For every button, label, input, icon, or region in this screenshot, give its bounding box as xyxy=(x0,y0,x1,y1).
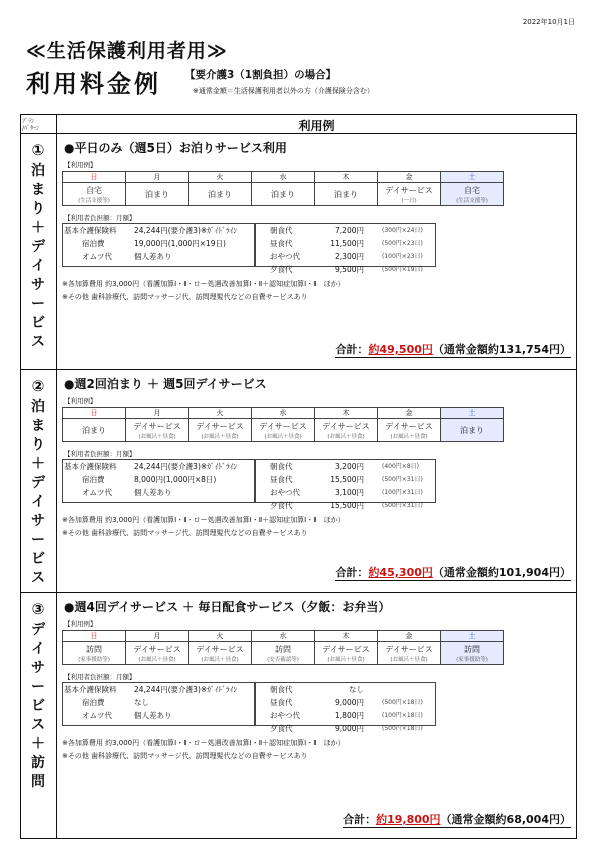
plan-side-char: り xyxy=(31,437,45,453)
schedule-activity: 訪問 xyxy=(86,644,102,654)
weekday-header: 日 xyxy=(63,631,126,642)
meal-name: おやつ代 xyxy=(270,252,300,261)
schedule-activity-note: (お風呂＋昼食) xyxy=(201,433,239,440)
usage-example-label: 【利用例】 xyxy=(64,620,97,628)
schedule-activity-note: (家事援助等) xyxy=(456,656,488,663)
plan-side-char: ま xyxy=(31,182,45,198)
schedule-activity: 訪問 xyxy=(464,644,480,654)
schedule-cell xyxy=(126,642,189,665)
plan-side-label xyxy=(22,600,54,792)
schedule-activity-note: (一日) xyxy=(401,197,417,204)
document-title: ≪生活保護利用者用≫ xyxy=(26,40,228,62)
plan-side-char: イ xyxy=(31,258,45,274)
cost-item-name: オムツ代 xyxy=(82,488,112,497)
schedule-activity: 泊まり xyxy=(82,425,106,435)
plan-side-char: 問 xyxy=(31,774,45,790)
cost-block-label: 【利用者負担額：月額】 xyxy=(64,214,136,222)
schedule-activity-note: (お風呂＋昼食) xyxy=(201,656,239,663)
plan-side-char: デ xyxy=(31,622,45,638)
cost-item-name: オムツ代 xyxy=(82,252,112,261)
plan-pattern-corner-label: ﾌﾟﾗﾝ /ﾊﾟﾀｰﾝ xyxy=(22,118,40,132)
plan-number: ③ xyxy=(31,600,45,618)
weekday-header: 木 xyxy=(315,172,378,183)
schedule-cell xyxy=(441,642,504,665)
meal-name: 夕食代 xyxy=(270,724,293,733)
plan-heading: ●平日のみ（週5日）お泊りサービス利用 xyxy=(64,141,287,155)
plan-side-char: ビ xyxy=(31,315,45,331)
plan-side-char: ス xyxy=(31,334,45,350)
schedule-activity-note: (生活支援等) xyxy=(78,197,110,204)
plan-side-char: ＋ xyxy=(31,456,45,472)
weekday-header: 日 xyxy=(63,408,126,419)
plan-side-char: 泊 xyxy=(31,163,45,179)
cost-item-value: 個人差あり xyxy=(134,711,172,720)
plan-side-char: イ xyxy=(31,641,45,657)
meal-calc: (300円×24日) xyxy=(382,227,423,234)
plan-side-char: ス xyxy=(31,717,45,733)
weekday-header: 水 xyxy=(252,631,315,642)
schedule-cell xyxy=(441,183,504,206)
schedule-activity: 訪問 xyxy=(275,644,291,654)
plan-number: ② xyxy=(31,377,45,395)
weekday-header: 水 xyxy=(252,172,315,183)
schedule-cell xyxy=(126,419,189,442)
meal-calc: (500円×19日) xyxy=(382,266,423,273)
weekday-header: 月 xyxy=(126,631,189,642)
schedule-activity: デイサービス xyxy=(385,421,433,431)
meal-name: 朝食代 xyxy=(270,226,293,235)
meal-calc: (500円×18日) xyxy=(382,699,423,706)
schedule-activity-note: (家事援助等) xyxy=(78,656,110,663)
plan-side-char: ビ xyxy=(31,551,45,567)
cost-item-name: 基本介護保険料 xyxy=(64,462,117,471)
schedule-cell xyxy=(441,419,504,442)
plan-heading: ●週2回泊まり ＋ 週5回デイサービス xyxy=(64,377,267,391)
plan-side-char: ス xyxy=(31,570,45,586)
total-amount: 約45,300円 xyxy=(368,566,433,579)
meal-cost: 9,000円 xyxy=(335,698,364,707)
meal-name: 朝食代 xyxy=(270,462,293,471)
schedule-activity: デイサービス xyxy=(385,185,433,195)
weekly-schedule xyxy=(62,171,504,206)
weekday-header: 月 xyxy=(126,172,189,183)
schedule-activity: デイサービス xyxy=(322,644,370,654)
weekday-header: 木 xyxy=(315,408,378,419)
section-divider xyxy=(20,592,577,593)
weekday-header: 水 xyxy=(252,408,315,419)
plan-side-char: ー xyxy=(31,532,45,548)
plan-number: ① xyxy=(31,141,45,159)
schedule-activity: 自宅 xyxy=(86,185,102,195)
schedule-activity-note: (お風呂＋昼食) xyxy=(327,656,365,663)
care-level-case: 【要介護3（1割負担）の場合】 xyxy=(185,69,337,81)
plan-side-char: サ xyxy=(31,277,45,293)
cost-item-value: 24,244円(要介護3)※ｶﾞｲﾄﾞﾗｲﾝ xyxy=(134,462,238,471)
weekday-header: 金 xyxy=(378,172,441,183)
plan-side-char: サ xyxy=(31,513,45,529)
weekday-header: 月 xyxy=(126,408,189,419)
plan-side-char: イ xyxy=(31,494,45,510)
meal-calc: (500円×18日) xyxy=(382,725,423,732)
total-label: 合計： xyxy=(343,813,377,826)
plan-side-char: ＋ xyxy=(31,220,45,236)
additional-fee-note: ※その他 歯科診療代、訪問マッサージ代、訪問理髪代などの自費サービスあり xyxy=(62,293,308,301)
schedule-cell xyxy=(189,642,252,665)
schedule-cell xyxy=(252,183,315,206)
schedule-cell xyxy=(252,419,315,442)
schedule-activity: 泊まり xyxy=(334,189,358,199)
meal-calc: (500円×31日) xyxy=(382,502,423,509)
weekday-header: 火 xyxy=(189,631,252,642)
plan-side-char: ー xyxy=(31,296,45,312)
schedule-activity: デイサービス xyxy=(133,644,181,654)
schedule-activity: 泊まり xyxy=(145,189,169,199)
plan-side-label xyxy=(22,141,54,352)
schedule-cell xyxy=(315,642,378,665)
cost-item-value: 個人差あり xyxy=(134,488,172,497)
weekday-header: 金 xyxy=(378,631,441,642)
schedule-activity: デイサービス xyxy=(196,421,244,431)
schedule-cell xyxy=(252,642,315,665)
cost-item-name: 宿泊費 xyxy=(82,239,105,248)
schedule-activity-note: (生活支援等) xyxy=(456,197,488,204)
total-amount: 約49,500円 xyxy=(368,343,433,356)
plan-side-char: デ xyxy=(31,475,45,491)
schedule-activity: 泊まり xyxy=(271,189,295,199)
left-column-divider xyxy=(56,114,57,839)
meal-cost: なし xyxy=(349,685,364,694)
plan-side-char: ー xyxy=(31,679,45,695)
meal-name: 朝食代 xyxy=(270,685,293,694)
cost-item-value: 19,000円(1,000円×19日) xyxy=(134,239,226,248)
meal-cost: 7,200円 xyxy=(335,226,364,235)
meal-cost: 9,500円 xyxy=(335,265,364,274)
cost-block-label: 【利用者負担額：月額】 xyxy=(64,673,136,681)
schedule-activity-note: (お風呂＋昼食) xyxy=(390,433,428,440)
schedule-activity-note: (お風呂＋昼食) xyxy=(327,433,365,440)
schedule-cell xyxy=(315,183,378,206)
monthly-total xyxy=(335,564,571,581)
schedule-cell xyxy=(315,419,378,442)
schedule-activity-note: (安否確認等) xyxy=(267,656,299,663)
meal-name: おやつ代 xyxy=(270,488,300,497)
cost-item-value: 8,000円(1,000円×8日) xyxy=(134,475,217,484)
schedule-activity: デイサービス xyxy=(385,644,433,654)
cost-item-name: オムツ代 xyxy=(82,711,112,720)
usage-example-label: 【利用例】 xyxy=(64,397,97,405)
plan-side-char: ＋ xyxy=(31,736,45,752)
document-subtitle: 利用料金例 xyxy=(26,70,161,98)
meal-calc: (100円×31日) xyxy=(382,489,423,496)
meal-name: 昼食代 xyxy=(270,475,293,484)
weekday-header: 土 xyxy=(441,631,504,642)
cost-item-value: 個人差あり xyxy=(134,252,172,261)
weekly-schedule xyxy=(62,630,504,665)
weekly-schedule xyxy=(62,407,504,442)
schedule-activity: デイサービス xyxy=(259,421,307,431)
document-date: 2022年10月1日 xyxy=(522,18,575,26)
meal-name: おやつ代 xyxy=(270,711,300,720)
weekday-header: 土 xyxy=(441,172,504,183)
usage-example-header: 利用例 xyxy=(298,119,335,133)
meal-cost: 2,300円 xyxy=(335,252,364,261)
schedule-cell xyxy=(189,419,252,442)
cost-item-value: 24,244円(要介護3)※ｶﾞｲﾄﾞﾗｲﾝ xyxy=(134,226,238,235)
meal-name: 昼食代 xyxy=(270,698,293,707)
cost-item-name: 基本介護保険料 xyxy=(64,685,117,694)
normal-amount-note: ※通常金額＝生活保護利用者以外の方（介護保険分含む） xyxy=(193,87,374,95)
weekday-header: 金 xyxy=(378,408,441,419)
plan-side-char: ビ xyxy=(31,698,45,714)
schedule-activity: 自宅 xyxy=(464,185,480,195)
schedule-cell xyxy=(378,642,441,665)
schedule-activity-note: (お風呂＋昼食) xyxy=(390,656,428,663)
cost-item-name: 宿泊費 xyxy=(82,698,105,707)
plan-side-char: サ xyxy=(31,660,45,676)
plan-side-label xyxy=(22,377,54,588)
plan-side-char: 訪 xyxy=(31,755,45,771)
weekday-header: 火 xyxy=(189,172,252,183)
total-label: 合計： xyxy=(335,343,369,356)
plan-side-char: 泊 xyxy=(31,399,45,415)
weekday-header: 日 xyxy=(63,172,126,183)
meal-cost: 11,500円 xyxy=(330,239,364,248)
plan-side-char: ま xyxy=(31,418,45,434)
plan-side-char: り xyxy=(31,201,45,217)
meal-calc: (400円×8日) xyxy=(382,463,419,470)
total-amount: 約19,800円 xyxy=(376,813,441,826)
schedule-activity-note: (お風呂＋昼食) xyxy=(138,433,176,440)
additional-fee-note: ※各加算費用 約3,000円（看護加算Ⅰ・Ⅱ・ロー処遇改善加算Ⅰ・Ⅱ＋認知症加算Ⅰ・Ⅱ ほか） xyxy=(62,280,345,288)
plan-side-char: デ xyxy=(31,239,45,255)
total-label: 合計： xyxy=(335,566,369,579)
additional-fee-note: ※その他 歯科診療代、訪問マッサージ代、訪問理髪代などの自費サービスあり xyxy=(62,529,308,537)
schedule-activity: 泊まり xyxy=(460,425,484,435)
additional-fee-note: ※その他 歯科診療代、訪問マッサージ代、訪問理髪代などの自費サービスあり xyxy=(62,752,308,760)
section-divider xyxy=(20,369,577,370)
meal-name: 夕食代 xyxy=(270,265,293,274)
meal-calc: (100円×18日) xyxy=(382,712,423,719)
cost-block-label: 【利用者負担額：月額】 xyxy=(64,450,136,458)
normal-amount: （通常金額約101,904円） xyxy=(432,566,571,579)
meal-cost: 15,500円 xyxy=(330,501,364,510)
plan-heading: ●週4回デイサービス ＋ 毎日配食サービス（夕飯：お弁当） xyxy=(64,600,391,614)
meal-cost: 3,100円 xyxy=(335,488,364,497)
weekday-header: 土 xyxy=(441,408,504,419)
schedule-cell xyxy=(63,642,126,665)
schedule-cell xyxy=(126,183,189,206)
meal-cost: 15,500円 xyxy=(330,475,364,484)
schedule-cell xyxy=(378,419,441,442)
cost-item-name: 基本介護保険料 xyxy=(64,226,117,235)
schedule-activity: デイサービス xyxy=(133,421,181,431)
schedule-activity: デイサービス xyxy=(196,644,244,654)
cost-item-name: 宿泊費 xyxy=(82,475,105,484)
meal-calc: (500円×23日) xyxy=(382,240,423,247)
meal-calc: (100円×23日) xyxy=(382,253,423,260)
schedule-cell xyxy=(189,183,252,206)
cost-item-value: 24,244円(要介護3)※ｶﾞｲﾄﾞﾗｲﾝ xyxy=(134,685,238,694)
weekday-header: 火 xyxy=(189,408,252,419)
meal-calc: (500円×31日) xyxy=(382,476,423,483)
schedule-activity: 泊まり xyxy=(208,189,232,199)
schedule-cell xyxy=(63,183,126,206)
schedule-activity-note: (お風呂＋昼食) xyxy=(138,656,176,663)
meal-cost: 3,200円 xyxy=(335,462,364,471)
monthly-total xyxy=(343,811,571,828)
additional-fee-note: ※各加算費用 約3,000円（看護加算Ⅰ・Ⅱ・ロー処遇改善加算Ⅰ・Ⅱ＋認知症加算Ⅰ・Ⅱ ほか） xyxy=(62,516,345,524)
normal-amount: （通常金額約68,004円） xyxy=(440,813,571,826)
schedule-cell xyxy=(378,183,441,206)
normal-amount: （通常金額約131,754円） xyxy=(432,343,571,356)
additional-fee-note: ※各加算費用 約3,000円（看護加算Ⅰ・Ⅱ・ロー処遇改善加算Ⅰ・Ⅱ＋認知症加算Ⅰ・Ⅱ ほか） xyxy=(62,739,345,747)
meal-name: 夕食代 xyxy=(270,501,293,510)
schedule-activity-note: (お風呂＋昼食) xyxy=(264,433,302,440)
weekday-header: 木 xyxy=(315,631,378,642)
meal-cost: 9,000円 xyxy=(335,724,364,733)
usage-example-label: 【利用例】 xyxy=(64,161,97,169)
meal-cost: 1,800円 xyxy=(335,711,364,720)
monthly-total xyxy=(335,341,571,358)
meal-name: 昼食代 xyxy=(270,239,293,248)
cost-item-value: なし xyxy=(134,698,149,707)
schedule-activity: デイサービス xyxy=(322,421,370,431)
schedule-cell xyxy=(63,419,126,442)
